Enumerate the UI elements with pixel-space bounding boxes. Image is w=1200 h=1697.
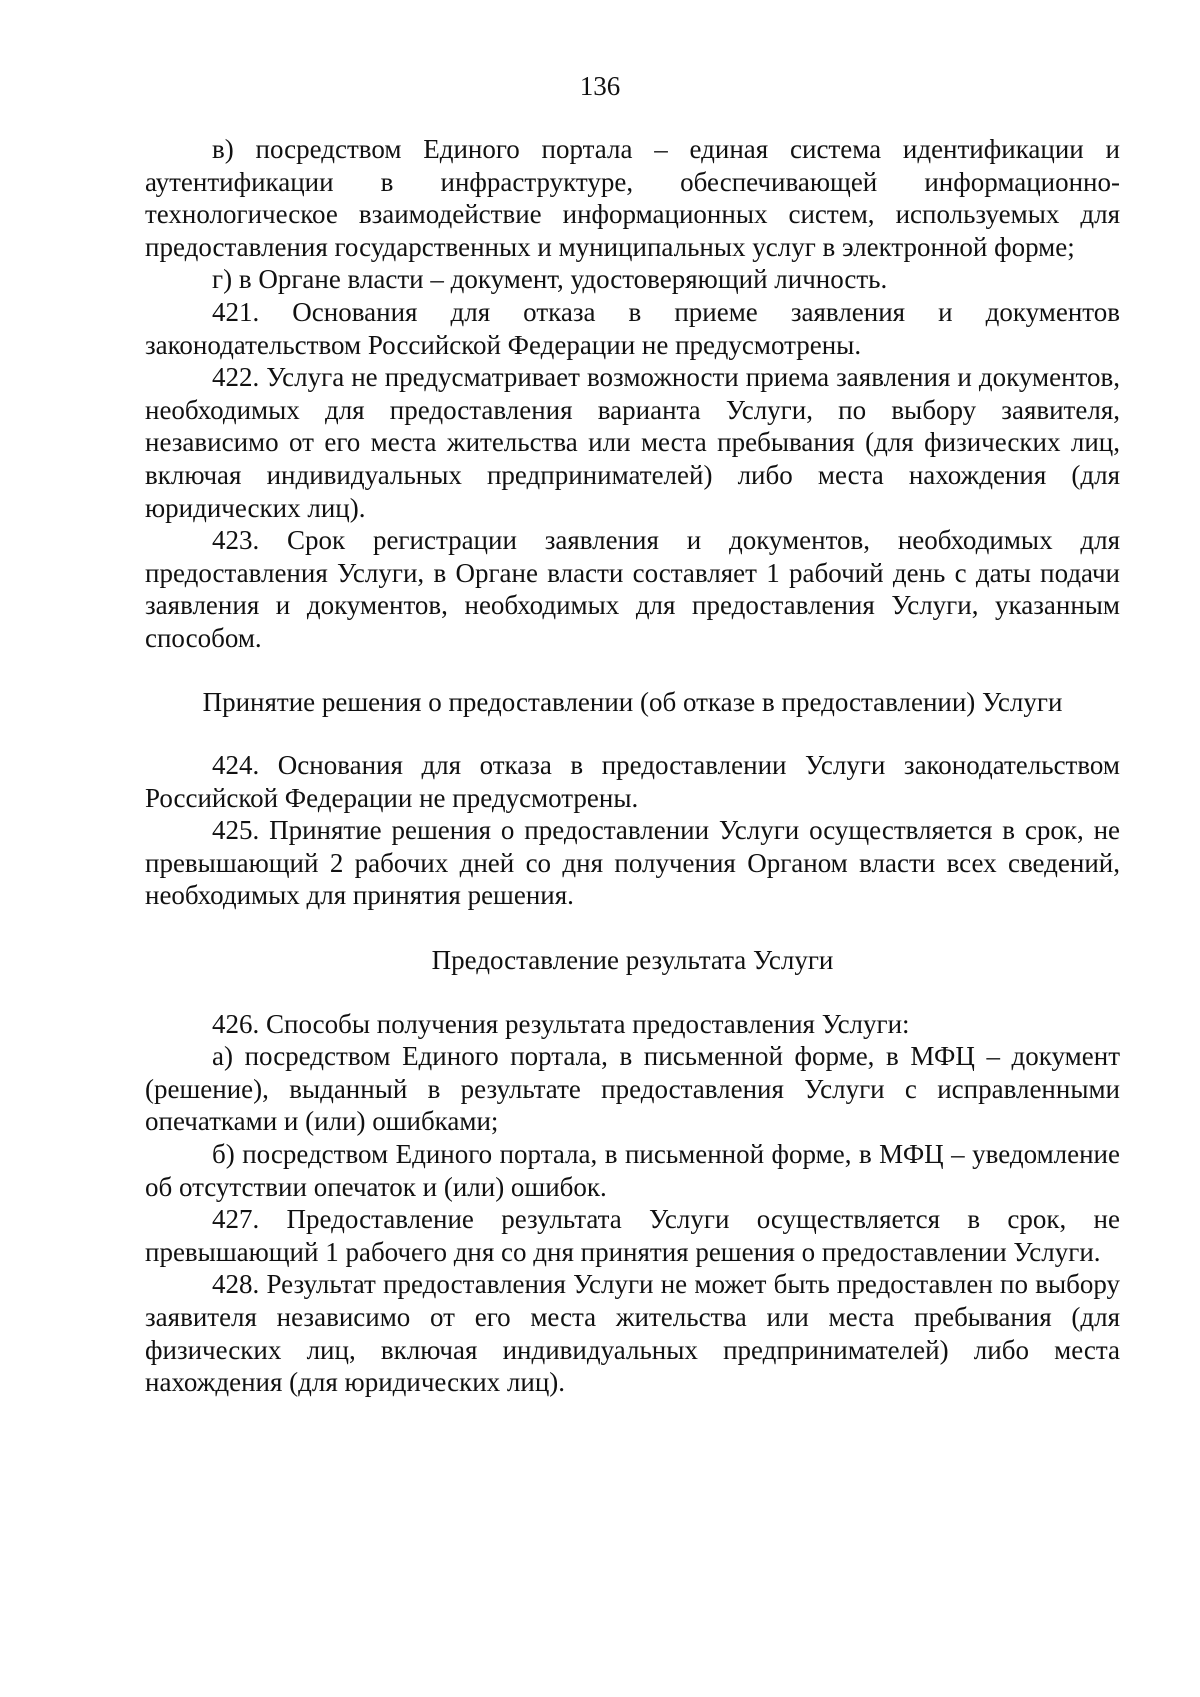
paragraph-v: в) посредством Единого портала – единая система идентификации и аутентификации в инфраструктуре, обеспечивающей информационно-технологическое взаимодействие информационных систем, используемых для предоставления государственных и муниципальных услуг в электронной форме; xyxy=(145,134,1120,262)
paragraph-b: б) посредством Единого портала, в письменной форме, в МФЦ – уведомление об отсутствии опечаток и (или) ошибок. xyxy=(145,1139,1120,1202)
document-body xyxy=(145,133,1120,1399)
paragraph-425: 425. Принятие решения о предоставлении Услуги осуществляется в срок, не превышающий 2 рабочих дней со дня получения Органом власти всех сведений, необходимых для принятия решения. xyxy=(145,815,1120,911)
paragraph-427: 427. Предоставление результата Услуги осуществляется в срок, не превышающий 1 рабочего дня со дня принятия решения о предоставлении Услуги. xyxy=(145,1204,1120,1267)
paragraph-g: г) в Органе власти – документ, удостоверяющий личность. xyxy=(212,264,888,295)
paragraph-422: 422. Услуга не предусматривает возможности приема заявления и документов, необходимых для предоставления варианта Услуги, по выбору заявителя, независимо от его места жительства или места пребывания (для физических лиц, включая индивидуальных предпринимателей) либо места нахождения (для юридических лиц). xyxy=(145,362,1120,523)
section-heading-result: Предоставление результата Услуги xyxy=(431,945,834,976)
paragraph-a: а) посредством Единого портала, в письменной форме, в МФЦ – документ (решение), выданный в результате предоставления Услуги с исправленными опечатками и (или) ошибками; xyxy=(145,1041,1120,1137)
section-heading-decision: Принятие решения о предоставлении (об отказе в предоставлении) Услуги xyxy=(202,686,1063,717)
paragraph-421: 421. Основания для отказа в приеме заявления и документов законодательством Российской Федерации не предусмотрены. xyxy=(145,296,1120,360)
paragraph-423: 423. Срок регистрации заявления и документов, необходимых для предоставления Услуги, в Органе власти составляет 1 рабочий день с даты подачи заявления и документов, необходимых для предоставления Услуги, указанным способом. xyxy=(145,525,1120,653)
paragraph-428: 428. Результат предоставления Услуги не может быть предоставлен по выбору заявителя независимо от его места жительства или места пребывания (для физических лиц, включая индивидуальных предпринимателей) либо места нахождения (для юридических лиц). xyxy=(145,1269,1120,1398)
paragraph-424: 424. Основания для отказа в предоставлении Услуги законодательством Российской Федерации не предусмотрены. xyxy=(145,750,1120,813)
page-number: 136 xyxy=(579,71,621,101)
paragraph-426: 426. Способы получения результата предоставления Услуги: xyxy=(212,1008,910,1039)
